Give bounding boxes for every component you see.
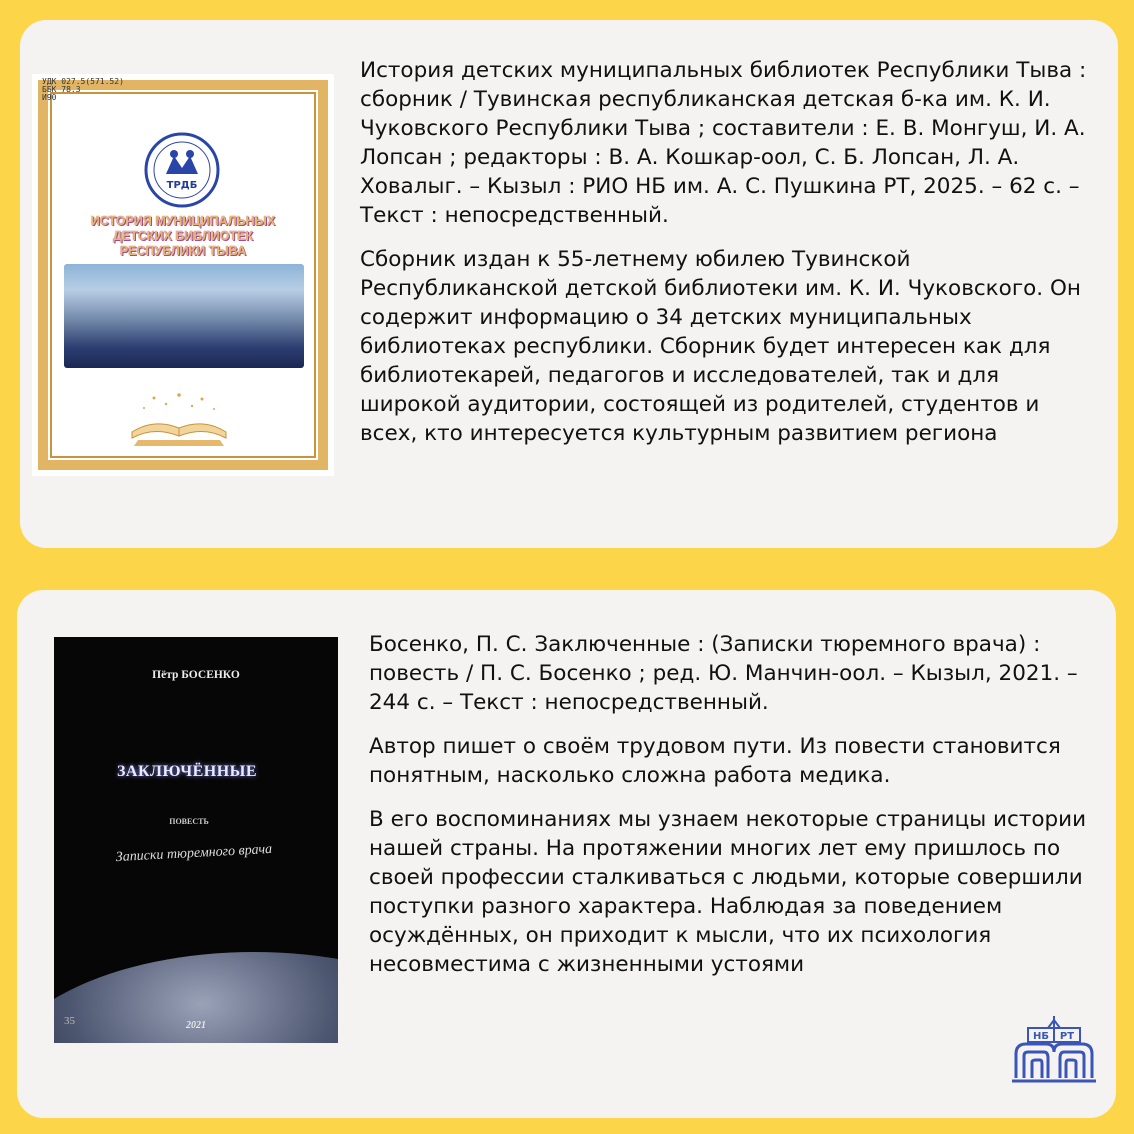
cover-year: 2021 xyxy=(186,1020,206,1031)
book-info-2 xyxy=(369,630,1099,994)
citation-1: История детских муниципальных библиотек Республики Тыва : сборник / Тувинская республиканская детская б-ка им. К. И. Чуковского Республики Тыва ; составители : Е. В. Монгуш, И. А. Лопсан ; редакторы : В. А. Кошкар-оол, С. Б. Лопсан, Л. А. Ховалыг. – Кызыл : РИО НБ им. А. С. Пушкина РТ, 2025. – 62 с. – Текст : непосредственный. xyxy=(360,58,1087,228)
book-cover-image-1 xyxy=(32,74,334,476)
description-2b: В его воспоминаниях мы узнаем некоторые страницы истории нашей страны. На протяжении многих лет ему пришлось по своей профессии сталкиваться с людьми, которые совершили поступки разного характера. Наблюдая за поведением осуждённых, он приходит к мысли, что их психология несовместима с жизненными устоями xyxy=(369,807,1087,977)
book-info-1 xyxy=(360,56,1095,463)
book-cover-image-2 xyxy=(54,637,338,1043)
description-2: Автор пишет о своём трудовом пути. Из повести становится понятным, насколько сложна работа медика. xyxy=(369,734,1061,788)
description-1: Сборник издан к 55-летнему юбилею Тувинской Республиканской детской библиотеки им. К. И. Чуковского. Он содержит информацию о 34 детских муниципальных библиотеках республики. Сборник будет интересен как для библиотекарей, педагогов и исследователей, так и для широкой аудитории, состоящей из родителей, студентов и всех, кто интересуется культурным развитием региона xyxy=(360,247,1081,446)
cover-author: Пётр БОСЕНКО xyxy=(152,669,240,681)
logo-text-right: РТ xyxy=(1059,1031,1075,1042)
emblem-label: ТРДБ xyxy=(166,180,198,191)
group-photo xyxy=(64,264,304,368)
logo-text-left: НБ xyxy=(1033,1031,1049,1042)
open-book-icon xyxy=(124,392,234,450)
book-card-1 xyxy=(20,20,1118,548)
book-card-2 xyxy=(17,590,1116,1118)
library-emblem-icon xyxy=(142,130,222,210)
cover-title: ИСТОРИЯ МУНИЦИПАЛЬНЫХ ДЕТСКИХ БИБЛИОТЕК РЕСПУБЛИКИ ТЫВА xyxy=(90,214,276,258)
cover-genre: ПОВЕСТЬ xyxy=(169,817,209,826)
cover-title: ЗАКЛЮЧЁННЫЕ xyxy=(116,763,258,780)
citation-2: Босенко, П. С. Заключенные : (Записки тюремного врача) : повесть / П. С. Босенко ; ред. Ю. Манчин-оол. – Кызыл, 2021. – 244 с. – Текст : непосредственный. xyxy=(369,632,1078,715)
library-logo-icon xyxy=(1012,1014,1096,1086)
cover-stamp: 35 xyxy=(64,1015,75,1027)
cover-subtitle: Записки тюремного врача xyxy=(115,841,273,866)
cover-handwritten-note: УДК 027.5(571.52) ББК 78.3 И90 xyxy=(42,77,124,102)
